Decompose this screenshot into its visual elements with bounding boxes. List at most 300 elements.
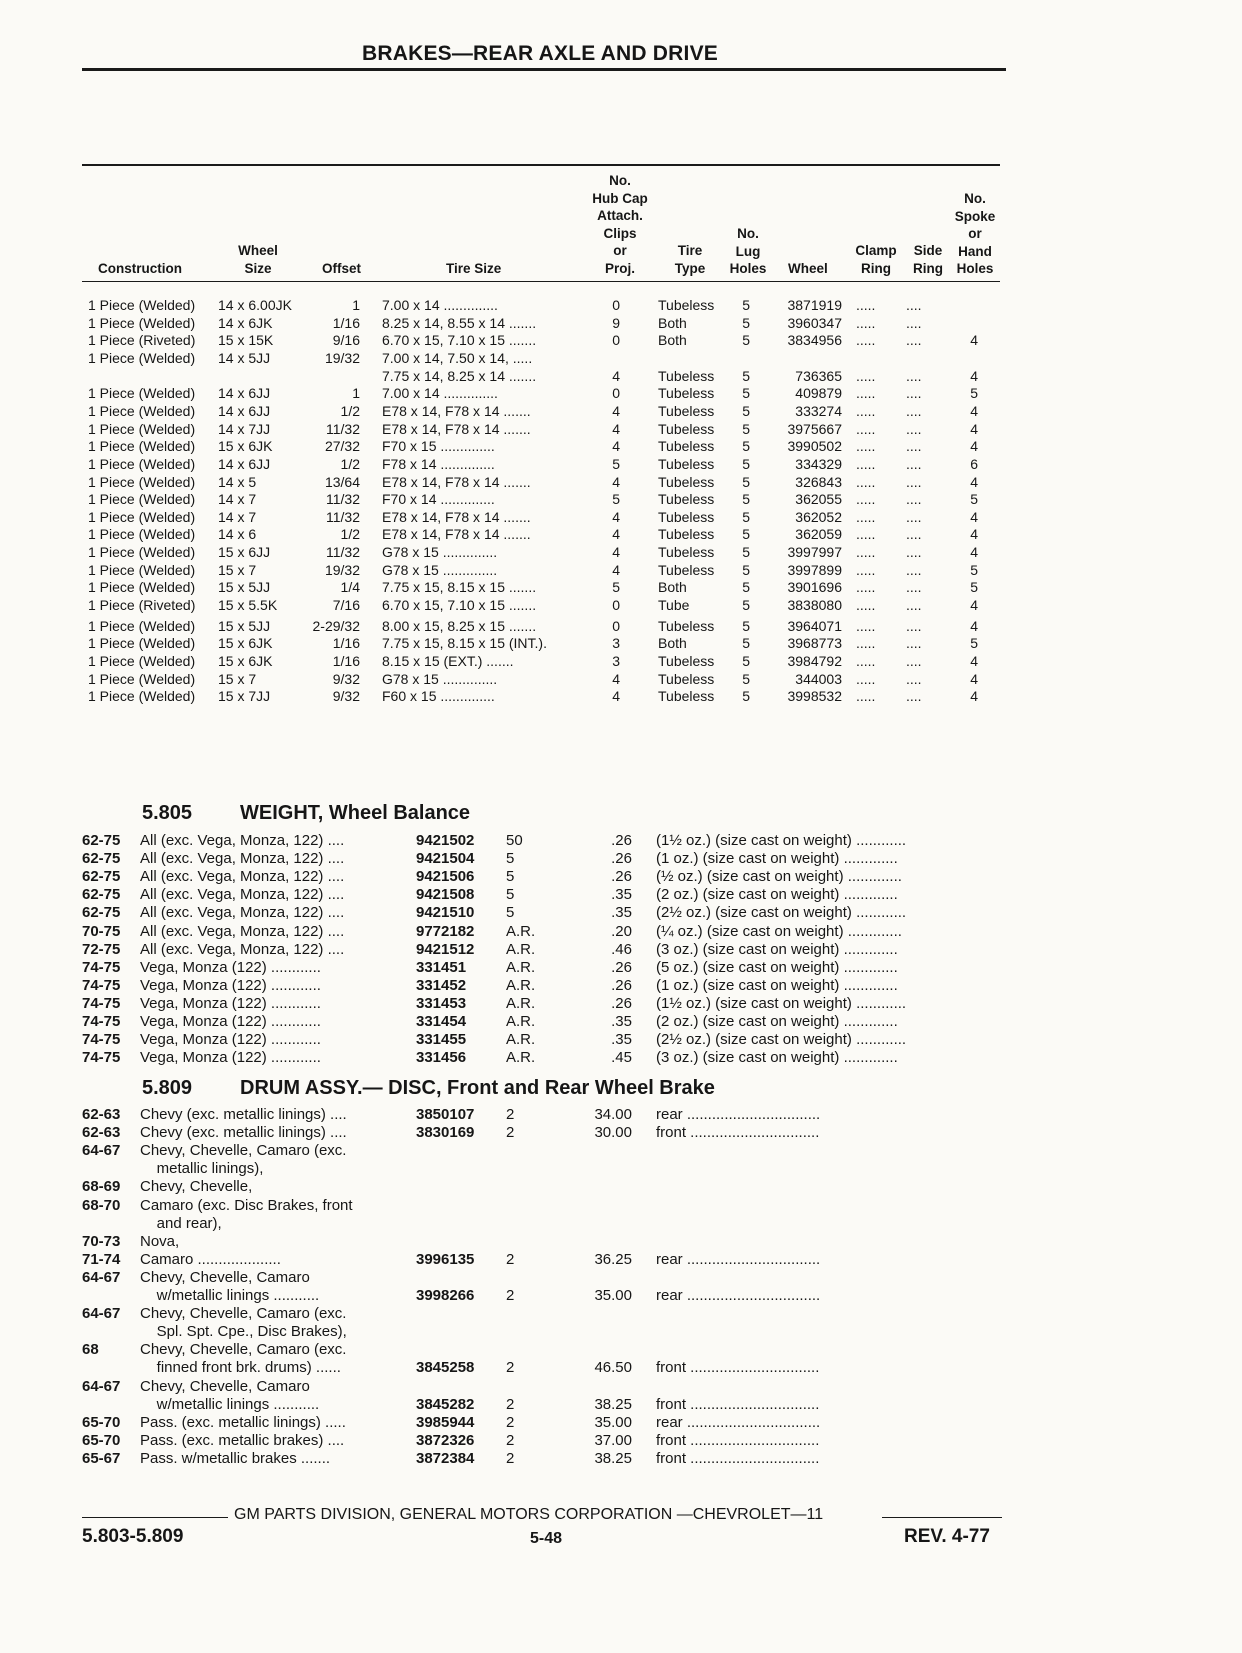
weight-cell-note: (1½ oz.) (size cast on weight) ............ [656, 832, 907, 849]
wheel-cell-wheel: 3834956 [787, 332, 842, 349]
drum-cell-year: 64-67 [82, 1142, 121, 1160]
wheel-cell-clips: 4 [612, 438, 620, 455]
wheel-cell-lug: 5 [742, 508, 750, 525]
drum-cell-part: 3845258 [416, 1359, 475, 1377]
wheel-cell-construction: 1 Piece (Welded) [88, 473, 196, 490]
header-hub-cap-line: Proj. [604, 260, 635, 276]
wheel-cell-spoke: 4 [970, 332, 978, 349]
drum-cell-desc: Chevy, Chevelle, Camaro [140, 1268, 310, 1286]
wheel-cell-side: .... [906, 367, 922, 384]
weight-cell-note: (2 oz.) (size cast on weight) ............. [656, 1013, 898, 1030]
wheel-cell-spoke: 4 [970, 508, 978, 525]
drum-cell-part: 3830169 [416, 1124, 475, 1142]
wheel-cell-spoke: 4 [970, 526, 978, 543]
drum-cell-year: 70-73 [82, 1232, 121, 1250]
wheel-cell-tire: 7.00 x 14 .............. [382, 385, 498, 402]
wheel-cell-lug: 5 [742, 473, 750, 490]
table-top-rule [82, 164, 1000, 166]
wheel-cell-spoke: 4 [970, 438, 978, 455]
wheel-cell-wheel: 3964071 [787, 617, 842, 634]
wheel-cell-lug: 5 [742, 561, 750, 578]
drum-cell-qty: 2 [506, 1124, 515, 1142]
header-spoke-holes-line: Holes [956, 261, 994, 276]
weight-cell-note: (1½ oz.) (size cast on weight) ............ [656, 994, 907, 1012]
wheel-cell-tire: 7.75 x 15, 8.15 x 15 (INT.). [382, 635, 547, 652]
wheel-cell-clips: 0 [612, 385, 620, 402]
wheel-cell-offset: 27/32 [324, 438, 360, 455]
wheel-cell-type: Tubeless [658, 617, 715, 634]
wheel-cell-lug: 5 [742, 491, 750, 508]
wheel-cell-construction: 1 Piece (Welded) [88, 438, 196, 455]
wheel-cell-clips: 4 [612, 473, 620, 490]
wheel-cell-tire: G78 x 15 .............. [382, 561, 498, 578]
wheel-cell-wheel: 362055 [795, 491, 842, 508]
wheel-cell-offset: 1/2 [340, 526, 360, 543]
header-clamp-ring-line: Clamp [855, 243, 897, 258]
wheel-cell-construction: 1 Piece (Welded) [88, 455, 196, 472]
wheel-cell-clamp: ..... [856, 579, 876, 596]
wheel-cell-type: Tubeless [658, 402, 715, 419]
wheel-cell-tire: F70 x 15 .............. [382, 438, 495, 455]
wheel-cell-clips: 0 [612, 297, 620, 313]
wheel-cell-clamp: ..... [856, 561, 876, 578]
wheel-cell-lug: 5 [742, 653, 750, 669]
weight-cell-desc: All (exc. Vega, Monza, 122) .... [140, 904, 345, 922]
wheel-cell-spoke: 4 [970, 670, 978, 687]
wheel-cell-type: Tubeless [658, 688, 715, 705]
wheel-cell-type: Tubeless [658, 491, 715, 508]
wheel-cell-side: .... [906, 402, 922, 419]
weight-cell-price: .35 [611, 904, 632, 922]
weight-cell-price: .26 [611, 994, 632, 1012]
wheel-cell-offset: 1/16 [332, 314, 360, 331]
header-hub-cap-line: No. [609, 173, 631, 188]
wheel-cell-type: Both [658, 314, 687, 331]
weight-cell-qty: A.R. [506, 1031, 536, 1049]
wheel-cell-size: 14 x 6JJ [218, 402, 271, 419]
wheel-cell-side: .... [906, 385, 922, 402]
weight-cell-part: 9421508 [416, 886, 475, 904]
weight-cell-price: .26 [611, 958, 632, 976]
header-spoke-holes-line: Hand [958, 243, 992, 259]
wheel-cell-side: .... [906, 579, 922, 596]
wheel-cell-offset: 1/16 [332, 653, 360, 669]
wheel-cell-clips: 5 [612, 455, 620, 472]
wheel-cell-construction: 1 Piece (Welded) [88, 670, 196, 687]
weight-cell-year: 62-75 [82, 904, 121, 922]
wheel-cell-offset: 11/32 [326, 508, 360, 525]
wheel-cell-lug: 5 [742, 438, 750, 455]
wheel-cell-type: Tubeless [658, 473, 715, 490]
drum-cell-year: 68-70 [82, 1196, 121, 1214]
wheel-cell-tire: E78 x 14, F78 x 14 ....... [382, 473, 531, 490]
wheel-cell-side: .... [906, 653, 922, 669]
wheel-cell-size: 14 x 6.00JK [218, 297, 292, 313]
weight-cell-year: 62-75 [82, 868, 121, 886]
drum-cell-part: 3872384 [416, 1449, 475, 1467]
wheel-cell-wheel: 3901696 [787, 579, 842, 596]
drum-cell-note: rear ................................ [656, 1106, 821, 1123]
wheel-cell-offset: 7/16 [332, 597, 360, 614]
header-offset: Offset [322, 261, 362, 276]
wheel-cell-tire: 7.00 x 14, 7.50 x 14, ..... [382, 349, 533, 366]
wheel-cell-side: .... [906, 688, 922, 705]
weight-cell-note: (¼ oz.) (size cast on weight) ............. [656, 922, 902, 940]
wheel-cell-spoke: 6 [970, 455, 978, 472]
drum-section-number: 5.809 [142, 1077, 193, 1099]
wheel-cell-construction: 1 Piece (Welded) [88, 491, 196, 508]
wheel-cell-spoke: 5 [970, 491, 978, 508]
weight-cell-qty: 5 [506, 868, 515, 886]
drum-cell-part: 3985944 [416, 1413, 475, 1431]
wheel-cell-lug: 5 [742, 526, 750, 543]
wheel-cell-construction: 1 Piece (Riveted) [88, 597, 196, 614]
wheel-cell-clamp: ..... [856, 473, 876, 490]
wheel-cell-side: .... [906, 473, 922, 490]
weight-cell-price: .26 [611, 850, 632, 868]
wheel-cell-clamp: ..... [856, 332, 876, 349]
wheel-cell-construction: 1 Piece (Welded) [88, 297, 196, 313]
weight-cell-part: 331455 [416, 1031, 467, 1049]
wheel-cell-type: Tubeless [658, 561, 715, 578]
wheel-cell-spoke: 4 [970, 597, 978, 614]
wheel-cell-clamp: ..... [856, 455, 876, 472]
wheel-cell-clamp: ..... [856, 544, 876, 561]
weight-cell-desc: All (exc. Vega, Monza, 122) .... [140, 940, 345, 958]
wheel-cell-construction: 1 Piece (Welded) [88, 688, 196, 705]
wheel-cell-clamp: ..... [856, 420, 876, 437]
wheel-cell-size: 14 x 5 [218, 473, 257, 490]
wheel-cell-wheel: 3838080 [787, 597, 842, 614]
wheel-cell-wheel: 3990502 [787, 438, 842, 455]
wheel-cell-offset: 1/2 [340, 455, 360, 472]
wheel-cell-spoke: 5 [970, 561, 978, 578]
wheel-cell-wheel: 344003 [795, 670, 842, 687]
wheel-cell-offset: 19/32 [324, 561, 360, 578]
wheel-cell-wheel: 334329 [795, 455, 842, 472]
wheel-cell-size: 14 x 7JJ [218, 420, 271, 437]
drum-cell-year: 64-67 [82, 1268, 121, 1286]
wheel-cell-wheel: 3984792 [787, 653, 842, 669]
wheel-cell-size: 15 x 7 [218, 670, 257, 687]
weight-cell-note: (5 oz.) (size cast on weight) ............. [656, 958, 898, 976]
wheel-cell-offset: 2-29/32 [312, 617, 360, 634]
drum-cell-desc: metallic linings), [140, 1160, 264, 1178]
footer-revision: REV. 4-77 [904, 1526, 990, 1547]
drum-cell-note: rear ................................ [656, 1413, 821, 1431]
weight-cell-qty: A.R. [506, 940, 536, 958]
wheel-cell-clamp: ..... [856, 508, 876, 525]
footer-rule-right [882, 1517, 1002, 1518]
wheel-cell-spoke: 4 [970, 544, 978, 561]
drum-cell-qty: 2 [506, 1359, 515, 1377]
wheel-cell-tire: F78 x 14 .............. [382, 455, 495, 472]
weight-cell-price: .26 [611, 868, 632, 886]
drum-cell-price: 46.50 [594, 1359, 632, 1377]
drum-cell-part: 3845282 [416, 1395, 475, 1413]
drum-cell-price: 35.00 [594, 1413, 632, 1431]
drum-cell-price: 34.00 [594, 1106, 632, 1123]
wheel-cell-wheel: 409879 [795, 385, 842, 402]
wheel-cell-clamp: ..... [856, 597, 876, 614]
header-bottom-rule [82, 281, 1000, 282]
wheel-cell-construction: 1 Piece (Welded) [88, 579, 196, 596]
header-clamp-ring-line: Ring [861, 260, 891, 276]
drum-cell-desc: Chevy (exc. metallic linings) .... [140, 1106, 347, 1123]
drum-cell-desc: Camaro .................... [140, 1250, 281, 1268]
wheel-cell-offset: 1/4 [340, 579, 360, 596]
wheel-cell-spoke: 5 [970, 385, 978, 402]
wheel-cell-size: 14 x 7 [218, 491, 257, 508]
weight-cell-note: (3 oz.) (size cast on weight) ............. [656, 940, 898, 958]
wheel-cell-clamp: ..... [856, 402, 876, 419]
weight-cell-price: .46 [611, 940, 632, 958]
drum-cell-year: 68 [82, 1341, 99, 1359]
wheel-cell-offset: 19/32 [324, 349, 360, 366]
wheel-cell-clips: 4 [612, 420, 620, 437]
weight-cell-part: 331451 [416, 958, 467, 976]
wheel-cell-clamp: ..... [856, 314, 876, 331]
wheel-cell-side: .... [906, 491, 922, 508]
wheel-cell-tire: 8.25 x 14, 8.55 x 14 ....... [382, 314, 537, 331]
header-hub-cap [578, 172, 662, 277]
weight-cell-price: .26 [611, 976, 632, 994]
drum-cell-desc: Chevy, Chevelle, [140, 1178, 253, 1196]
wheel-cell-offset: 9/32 [332, 688, 360, 705]
wheel-cell-spoke: 4 [970, 617, 978, 634]
weight-cell-qty: 5 [506, 850, 515, 868]
wheel-cell-type: Both [658, 579, 687, 596]
weight-cell-part: 331456 [416, 1049, 467, 1067]
wheel-cell-side: .... [906, 297, 922, 313]
drum-cell-year: 64-67 [82, 1305, 121, 1323]
wheel-cell-construction: 1 Piece (Welded) [88, 349, 196, 366]
drum-cell-note: rear ................................ [656, 1287, 821, 1304]
wheel-cell-tire: 7.75 x 14, 8.25 x 14 ....... [382, 367, 537, 384]
weight-cell-price: .26 [611, 832, 632, 849]
wheel-cell-type: Both [658, 332, 687, 349]
wheel-cell-size: 14 x 7 [218, 508, 257, 525]
wheel-cell-clamp: ..... [856, 297, 876, 313]
wheel-cell-construction: 1 Piece (Welded) [88, 617, 196, 634]
wheel-cell-side: .... [906, 455, 922, 472]
weight-cell-part: 9421506 [416, 868, 475, 886]
wheel-cell-side: .... [906, 597, 922, 614]
header-lug-holes-line: Holes [729, 261, 767, 276]
wheel-cell-tire: E78 x 14, F78 x 14 ....... [382, 420, 531, 437]
wheel-cell-clamp: ..... [856, 367, 876, 384]
wheel-cell-clips: 5 [612, 491, 620, 508]
wheel-cell-tire: E78 x 14, F78 x 14 ....... [382, 508, 531, 525]
weight-cell-note: (½ oz.) (size cast on weight) ............. [656, 868, 902, 886]
wheel-cell-construction: 1 Piece (Welded) [88, 561, 196, 578]
wheel-cell-clips: 4 [612, 526, 620, 543]
header-construction: Construction [98, 261, 182, 276]
drum-cell-note: rear ................................ [656, 1250, 821, 1268]
header-lug-holes [722, 225, 774, 278]
wheel-cell-side: .... [906, 670, 922, 687]
wheel-cell-lug: 5 [742, 670, 750, 687]
wheel-cell-offset: 9/16 [332, 332, 360, 349]
wheel-cell-size: 15 x 5JJ [218, 579, 271, 596]
drum-cell-year: 68-69 [82, 1178, 121, 1196]
drum-cell-desc: Spl. Spt. Cpe., Disc Brakes), [140, 1323, 347, 1341]
wheel-cell-side: .... [906, 544, 922, 561]
wheel-cell-clamp: ..... [856, 526, 876, 543]
weight-cell-year: 62-75 [82, 832, 121, 849]
drum-cell-price: 38.25 [594, 1449, 632, 1467]
weight-cell-part: 9421512 [416, 940, 475, 958]
header-spoke-holes-line: No. [964, 191, 986, 206]
wheel-cell-construction: 1 Piece (Welded) [88, 526, 196, 543]
weight-cell-year: 62-75 [82, 850, 121, 868]
weight-cell-desc: Vega, Monza (122) ............ [140, 958, 321, 976]
wheel-cell-size: 14 x 6 [218, 526, 257, 543]
drum-cell-desc: Chevy, Chevelle, Camaro (exc. [140, 1341, 347, 1359]
drum-cell-note: front ............................... [656, 1431, 820, 1449]
wheel-cell-type: Both [658, 635, 687, 652]
wheel-cell-type: Tubeless [658, 544, 715, 561]
wheel-cell-construction: 1 Piece (Welded) [88, 385, 196, 402]
wheel-cell-type: Tubeless [658, 385, 715, 402]
drum-cell-year: 65-67 [82, 1449, 121, 1467]
wheel-cell-side: .... [906, 561, 922, 578]
weight-cell-desc: All (exc. Vega, Monza, 122) .... [140, 868, 345, 886]
weight-cell-qty: 50 [506, 832, 523, 849]
wheel-cell-tire: 6.70 x 15, 7.10 x 15 ....... [382, 332, 537, 349]
wheel-cell-clamp: ..... [856, 491, 876, 508]
wheel-cell-tire: E78 x 14, F78 x 14 ....... [382, 526, 531, 543]
drum-cell-note: front ............................... [656, 1449, 820, 1467]
wheel-cell-construction: 1 Piece (Welded) [88, 420, 196, 437]
weight-cell-desc: Vega, Monza (122) ............ [140, 1049, 321, 1067]
wheel-cell-wheel: 3975667 [787, 420, 842, 437]
wheel-cell-size: 15 x 6JK [218, 438, 273, 455]
wheel-cell-wheel: 736365 [795, 367, 842, 384]
wheel-cell-type: Tubeless [658, 455, 715, 472]
weight-cell-part: 9772182 [416, 922, 475, 940]
wheel-cell-lug: 5 [742, 297, 750, 313]
wheel-cell-construction: 1 Piece (Welded) [88, 635, 196, 652]
header-tire-type [664, 242, 716, 277]
drum-cell-desc: Camaro (exc. Disc Brakes, front [140, 1196, 353, 1214]
drum-cell-desc: Pass. (exc. metallic linings) ..... [140, 1413, 346, 1431]
wheel-cell-offset: 1 [352, 297, 360, 313]
drum-cell-part: 3872326 [416, 1431, 475, 1449]
header-spoke-holes-line: Spoke [954, 208, 996, 224]
drum-section-title: DRUM ASSY.— DISC, Front and Rear Wheel Brake [240, 1077, 715, 1099]
wheel-cell-wheel: 362059 [795, 526, 842, 543]
drum-cell-qty: 2 [506, 1287, 515, 1304]
weight-cell-year: 74-75 [82, 1013, 121, 1030]
weight-cell-part: 331453 [416, 994, 467, 1012]
wheel-cell-offset: 11/32 [326, 420, 360, 437]
weight-section-title: WEIGHT, Wheel Balance [240, 802, 471, 824]
wheel-cell-lug: 5 [742, 367, 750, 384]
wheel-cell-type: Tubeless [658, 526, 715, 543]
wheel-cell-construction: 1 Piece (Welded) [88, 544, 196, 561]
wheel-cell-size: 15 x 15K [218, 332, 274, 349]
wheel-cell-offset: 13/64 [324, 473, 360, 490]
header-hub-cap-line: Hub Cap [592, 190, 648, 206]
wheel-cell-clips: 9 [612, 314, 620, 331]
wheel-cell-spoke: 4 [970, 367, 978, 384]
weight-cell-note: (1 oz.) (size cast on weight) ............. [656, 850, 898, 868]
wheel-cell-type: Tube [658, 597, 690, 614]
weight-cell-qty: 5 [506, 886, 515, 904]
wheel-cell-construction: 1 Piece (Welded) [88, 653, 196, 669]
drum-cell-note: front ............................... [656, 1395, 820, 1413]
weight-cell-qty: A.R. [506, 976, 536, 994]
weight-cell-part: 331454 [416, 1013, 467, 1030]
wheel-cell-size: 14 x 6JJ [218, 455, 271, 472]
weight-cell-year: 74-75 [82, 1031, 121, 1049]
header-hub-cap-line: Clips [603, 225, 637, 241]
footer-page-number: 5-48 [530, 1530, 563, 1547]
wheel-cell-wheel: 3998532 [787, 688, 842, 705]
weight-cell-part: 331452 [416, 976, 467, 994]
wheel-cell-clamp: ..... [856, 385, 876, 402]
drum-cell-year: 64-67 [82, 1377, 121, 1395]
drum-cell-price: 35.00 [594, 1287, 632, 1304]
wheel-cell-clips: 4 [612, 508, 620, 525]
wheel-cell-clips: 4 [612, 402, 620, 419]
wheel-cell-clips: 0 [612, 617, 620, 634]
wheel-cell-size: 15 x 6JJ [218, 544, 271, 561]
weight-cell-price: .35 [611, 1031, 632, 1049]
header-lug-holes-line: No. [737, 226, 759, 241]
weight-cell-qty: 5 [506, 904, 515, 922]
wheel-cell-lug: 5 [742, 314, 750, 331]
drum-cell-qty: 2 [506, 1395, 515, 1413]
wheel-cell-offset: 1/16 [332, 635, 360, 652]
wheel-cell-size: 14 x 6JJ [218, 385, 271, 402]
weight-cell-year: 74-75 [82, 976, 121, 994]
wheel-cell-tire: 6.70 x 15, 7.10 x 15 ....... [382, 597, 537, 614]
drum-cell-part: 3996135 [416, 1250, 475, 1268]
wheel-cell-lug: 5 [742, 544, 750, 561]
header-tire-size: Tire Size [446, 261, 502, 276]
wheel-cell-clips: 4 [612, 688, 620, 705]
weight-cell-note: (2½ oz.) (size cast on weight) ............ [656, 1031, 907, 1049]
drum-cell-year: 62-63 [82, 1106, 121, 1123]
wheel-cell-side: .... [906, 420, 922, 437]
wheel-cell-clips: 4 [612, 544, 620, 561]
drum-cell-qty: 2 [506, 1106, 515, 1123]
wheel-cell-spoke: 4 [970, 420, 978, 437]
wheel-cell-spoke: 4 [970, 653, 978, 669]
drum-cell-part: 3998266 [416, 1287, 475, 1304]
header-wheel: Wheel [788, 261, 828, 276]
wheel-cell-clamp: ..... [856, 688, 876, 705]
weight-cell-note: (3 oz.) (size cast on weight) ............. [656, 1049, 898, 1067]
weight-cell-desc: Vega, Monza (122) ............ [140, 994, 321, 1012]
wheel-cell-tire: 8.15 x 15 (EXT.) ....... [382, 653, 514, 669]
wheel-cell-clips: 4 [612, 561, 620, 578]
wheel-cell-lug: 5 [742, 385, 750, 402]
wheel-cell-clamp: ..... [856, 617, 876, 634]
weight-cell-desc: Vega, Monza (122) ............ [140, 1013, 321, 1030]
wheel-cell-lug: 5 [742, 635, 750, 652]
weight-cell-note: (2½ oz.) (size cast on weight) ............ [656, 904, 907, 922]
weight-cell-year: 74-75 [82, 994, 121, 1012]
wheel-cell-wheel: 333274 [795, 402, 842, 419]
drum-cell-note: front ............................... [656, 1124, 820, 1142]
wheel-cell-spoke: 4 [970, 473, 978, 490]
weight-cell-year: 74-75 [82, 958, 121, 976]
wheel-cell-side: .... [906, 438, 922, 455]
wheel-cell-construction: 1 Piece (Riveted) [88, 332, 196, 349]
